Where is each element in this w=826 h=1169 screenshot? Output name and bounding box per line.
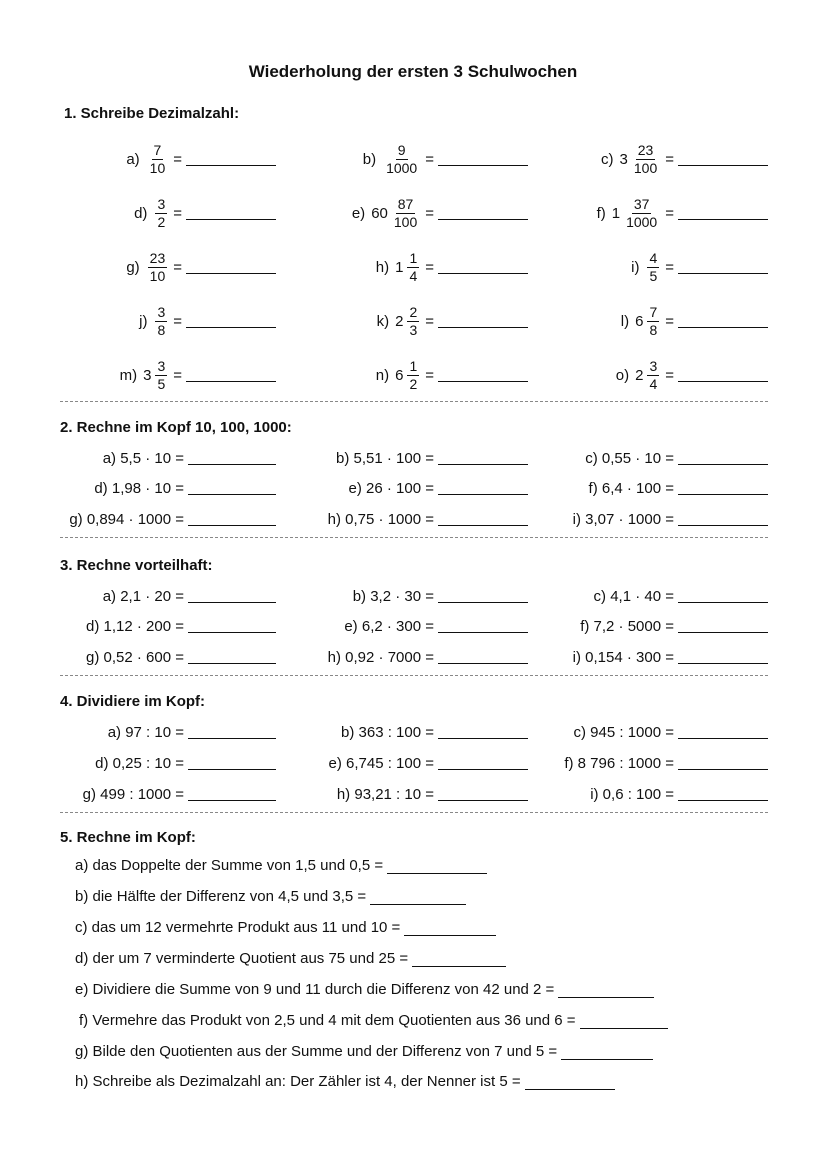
whole-number: 3 [619, 150, 628, 168]
exercise [528, 447, 768, 469]
fraction-exercise [538, 193, 768, 233]
numerator: 7 [153, 141, 162, 158]
exercise [36, 752, 276, 774]
denominator: 5 [157, 375, 166, 392]
exercise-text: h) 0,75 · 1000 = [327, 510, 434, 528]
fraction [407, 359, 419, 392]
numerator: 3 [157, 303, 166, 320]
denominator: 10 [149, 267, 166, 284]
exercise-label: n) [375, 366, 390, 384]
exercise-text: i) 3,07 · 1000 = [572, 510, 674, 528]
word-problem [75, 1073, 615, 1090]
answer-blank[interactable] [186, 314, 276, 328]
denominator: 100 [393, 213, 418, 230]
denominator: 2 [157, 213, 166, 230]
answer-blank[interactable] [404, 922, 496, 936]
exercise-text: i) 0,6 : 100 = [590, 785, 674, 803]
fraction [632, 143, 659, 176]
exercise-text: h) 93,21 : 10 = [336, 785, 434, 803]
equals-sign: = [173, 150, 182, 168]
fraction [407, 251, 419, 284]
answer-blank[interactable] [678, 368, 768, 382]
fraction [148, 251, 168, 284]
exercise [288, 721, 528, 743]
equals-sign: = [173, 312, 182, 330]
answer-blank[interactable] [438, 206, 528, 220]
answer-blank[interactable] [438, 756, 528, 770]
exercise [36, 721, 276, 743]
answer-blank[interactable] [678, 451, 768, 465]
equals-sign: = [665, 366, 674, 384]
whole-number: 6 [635, 312, 644, 330]
exercise-text: h) 0,92 · 7000 = [327, 648, 434, 666]
exercise-text: a) 97 : 10 = [107, 723, 184, 741]
word-problem-text: g) Bilde den Quotienten aus der Summe und der Differenz von 7 und 5 = [75, 1043, 558, 1060]
answer-blank[interactable] [678, 260, 768, 274]
fraction-exercise [298, 301, 528, 341]
exercise [36, 585, 276, 607]
fraction-exercise [538, 301, 768, 341]
word-problem-text: d) der um 7 verminderte Quotient aus 75 und 25 = [75, 950, 409, 967]
denominator: 1000 [386, 159, 418, 176]
exercise [528, 615, 768, 637]
answer-blank[interactable] [678, 725, 768, 739]
exercise-text: d) 1,98 · 10 = [94, 479, 184, 497]
word-problem [75, 950, 506, 967]
fraction-exercise [538, 247, 768, 287]
equals-sign: = [425, 150, 434, 168]
exercise-text: c) 0,55 · 10 = [585, 449, 674, 467]
fraction-exercise [46, 301, 276, 341]
section-2-title: 2. Rechne im Kopf 10, 100, 1000: [60, 419, 292, 436]
exercise-label: o) [615, 366, 630, 384]
whole-number: 2 [635, 366, 644, 384]
exercise [36, 447, 276, 469]
word-problem-text: h) Schreibe als Dezimalzahl an: Der Zähler ist 4, der Nenner ist 5 = [75, 1073, 521, 1090]
exercise-text: f) 7,2 · 5000 = [580, 617, 674, 635]
answer-blank[interactable] [678, 206, 768, 220]
equals-sign: = [425, 204, 434, 222]
exercise-text: g) 499 : 1000 = [82, 785, 184, 803]
answer-blank[interactable] [188, 512, 276, 526]
word-problem [75, 857, 487, 874]
section-1-title: 1. Schreibe Dezimalzahl: [64, 105, 240, 122]
fraction-exercise [298, 193, 528, 233]
exercise [528, 585, 768, 607]
word-problem [79, 1012, 668, 1029]
numerator: 1 [409, 357, 418, 374]
answer-blank[interactable] [188, 787, 276, 801]
exercise-label: i) [631, 258, 640, 276]
whole-number: 60 [371, 204, 388, 222]
exercise-label: b) [362, 150, 377, 168]
exercise-text: f) 6,4 · 100 = [588, 479, 674, 497]
answer-blank[interactable] [561, 1046, 653, 1060]
numerator: 23 [149, 249, 166, 266]
fraction [155, 359, 167, 392]
word-problem-text: b) die Hälfte der Differenz von 4,5 und 3,5 = [75, 888, 367, 905]
denominator: 5 [649, 267, 658, 284]
word-problem [75, 1043, 653, 1060]
section-3-title: 3. Rechne vorteilhaft: [60, 557, 213, 574]
denominator: 3 [409, 321, 418, 338]
answer-blank[interactable] [678, 756, 768, 770]
word-problem [75, 888, 466, 905]
word-problem-text: c) das um 12 vermehrte Produkt aus 11 und 10 = [75, 919, 401, 936]
exercise-text: c) 945 : 1000 = [573, 723, 674, 741]
answer-blank[interactable] [188, 725, 276, 739]
fraction-exercise [46, 355, 276, 395]
answer-blank[interactable] [438, 725, 528, 739]
numerator: 2 [409, 303, 418, 320]
answer-blank[interactable] [678, 152, 768, 166]
exercise [36, 783, 276, 805]
fraction-exercise [46, 247, 276, 287]
word-problem-text: e) Dividiere die Summe von 9 und 11 durch die Differenz von 42 und 2 = [75, 981, 555, 998]
section-divider [60, 537, 768, 538]
fraction [624, 197, 659, 230]
answer-blank[interactable] [438, 260, 528, 274]
exercise-text: f) 8 796 : 1000 = [564, 754, 674, 772]
answer-blank[interactable] [186, 368, 276, 382]
answer-blank[interactable] [188, 756, 276, 770]
exercise-text: d) 1,12 · 200 = [86, 617, 184, 635]
answer-blank[interactable] [438, 589, 528, 603]
exercise-text: b) 5,51 · 100 = [336, 449, 434, 467]
exercise-label: f) [596, 204, 606, 222]
exercise-text: e) 6,745 : 100 = [328, 754, 434, 772]
equals-sign: = [173, 258, 182, 276]
answer-blank[interactable] [186, 152, 276, 166]
numerator: 23 [637, 141, 654, 158]
fraction [155, 197, 167, 230]
fraction-exercise [46, 193, 276, 233]
equals-sign: = [665, 312, 674, 330]
section-divider [60, 812, 768, 813]
answer-blank[interactable] [387, 860, 487, 874]
word-problem-text: a) das Doppelte der Summe von 1,5 und 0,5 = [75, 857, 384, 874]
exercise [528, 721, 768, 743]
fraction [647, 305, 659, 338]
answer-blank[interactable] [186, 206, 276, 220]
answer-blank[interactable] [412, 953, 506, 967]
equals-sign: = [425, 312, 434, 330]
fraction-exercise [298, 355, 528, 395]
denominator: 4 [649, 375, 658, 392]
exercise [288, 447, 528, 469]
equals-sign: = [425, 366, 434, 384]
exercise-text: c) 4,1 · 40 = [593, 587, 674, 605]
exercise-label: e) [351, 204, 366, 222]
whole-number: 6 [395, 366, 404, 384]
exercise-label: g) [126, 258, 140, 276]
fraction [647, 359, 659, 392]
exercise-text: a) 5,5 · 10 = [102, 449, 184, 467]
numerator: 4 [649, 249, 658, 266]
answer-blank[interactable] [188, 650, 276, 664]
denominator: 8 [157, 321, 166, 338]
page-title: Wiederholung der ersten 3 Schulwochen [248, 62, 578, 81]
word-problem [75, 981, 654, 998]
exercise-text: b) 3,2 · 30 = [352, 587, 434, 605]
numerator: 37 [633, 195, 650, 212]
fraction [392, 197, 419, 230]
word-problem-text: f) Vermehre das Produkt von 2,5 und 4 mit dem Quotienten aus 36 und 6 = [79, 1012, 576, 1029]
equals-sign: = [173, 204, 182, 222]
exercise [528, 752, 768, 774]
answer-blank[interactable] [678, 650, 768, 664]
section-5-title: 5. Rechne im Kopf: [60, 829, 196, 846]
whole-number: 1 [611, 204, 621, 222]
exercise-label: k) [376, 312, 390, 330]
numerator: 1 [409, 249, 418, 266]
fraction-exercise [298, 247, 528, 287]
answer-blank[interactable] [438, 152, 528, 166]
answer-blank[interactable] [678, 512, 768, 526]
answer-blank[interactable] [188, 619, 276, 633]
answer-blank[interactable] [438, 481, 528, 495]
numerator: 3 [649, 357, 658, 374]
word-problem [75, 919, 496, 936]
answer-blank[interactable] [188, 451, 276, 465]
exercise-text: a) 2,1 · 20 = [102, 587, 184, 605]
section-4-title: 4. Dividiere im Kopf: [60, 693, 206, 710]
exercise [288, 615, 528, 637]
denominator: 100 [633, 159, 658, 176]
section-divider [60, 675, 768, 676]
answer-blank[interactable] [678, 314, 768, 328]
answer-blank[interactable] [438, 314, 528, 328]
fraction [384, 143, 419, 176]
fraction [647, 251, 659, 284]
exercise [288, 585, 528, 607]
exercise [288, 646, 528, 668]
answer-blank[interactable] [678, 589, 768, 603]
exercise-text: b) 363 : 100 = [341, 723, 434, 741]
denominator: 8 [649, 321, 658, 338]
exercise [528, 508, 768, 530]
exercise-text: e) 26 · 100 = [348, 479, 434, 497]
exercise-text: e) 6,2 · 300 = [344, 617, 434, 635]
fraction-exercise [46, 139, 276, 179]
answer-blank[interactable] [370, 891, 466, 905]
exercise-text: g) 0,894 · 1000 = [69, 510, 184, 528]
exercise-label: c) [601, 150, 614, 168]
fraction-exercise [538, 355, 768, 395]
denominator: 10 [149, 159, 166, 176]
equals-sign: = [173, 366, 182, 384]
fraction [148, 143, 168, 176]
exercise [528, 783, 768, 805]
exercise [36, 646, 276, 668]
answer-blank[interactable] [438, 368, 528, 382]
exercise-label: l) [620, 312, 630, 330]
numerator: 7 [649, 303, 658, 320]
exercise-label: d) [134, 204, 148, 222]
answer-blank[interactable] [438, 451, 528, 465]
exercise [288, 477, 528, 499]
exercise [288, 508, 528, 530]
numerator: 3 [157, 195, 166, 212]
exercise [36, 477, 276, 499]
answer-blank[interactable] [678, 619, 768, 633]
answer-blank[interactable] [438, 787, 528, 801]
exercise-label: a) [126, 150, 140, 168]
fraction [155, 305, 167, 338]
denominator: 2 [409, 375, 418, 392]
equals-sign: = [425, 258, 434, 276]
exercise [528, 477, 768, 499]
answer-blank[interactable] [580, 1015, 668, 1029]
numerator: 87 [397, 195, 414, 212]
exercise [288, 783, 528, 805]
fraction-exercise [298, 139, 528, 179]
denominator: 1000 [626, 213, 658, 230]
exercise-label: m) [119, 366, 138, 384]
exercise [36, 508, 276, 530]
exercise-label: j) [139, 312, 148, 330]
fraction [407, 305, 419, 338]
exercise [36, 615, 276, 637]
whole-number: 2 [395, 312, 404, 330]
exercise [288, 752, 528, 774]
fraction-exercise [538, 139, 768, 179]
answer-blank[interactable] [678, 481, 768, 495]
answer-blank[interactable] [525, 1076, 615, 1090]
exercise-text: g) 0,52 · 600 = [86, 648, 184, 666]
denominator: 4 [409, 267, 418, 284]
answer-blank[interactable] [188, 589, 276, 603]
answer-blank[interactable] [186, 260, 276, 274]
numerator: 9 [397, 141, 406, 158]
equals-sign: = [665, 150, 674, 168]
answer-blank[interactable] [558, 984, 654, 998]
exercise [528, 646, 768, 668]
equals-sign: = [665, 258, 674, 276]
answer-blank[interactable] [438, 619, 528, 633]
answer-blank[interactable] [438, 512, 528, 526]
whole-number: 1 [395, 258, 404, 276]
exercise-label: h) [375, 258, 390, 276]
exercise-text: i) 0,154 · 300 = [572, 648, 674, 666]
exercise-text: d) 0,25 : 10 = [95, 754, 184, 772]
whole-number: 3 [143, 366, 152, 384]
answer-blank[interactable] [438, 650, 528, 664]
answer-blank[interactable] [678, 787, 768, 801]
numerator: 3 [157, 357, 166, 374]
answer-blank[interactable] [188, 481, 276, 495]
equals-sign: = [665, 204, 674, 222]
section-divider [60, 401, 768, 402]
